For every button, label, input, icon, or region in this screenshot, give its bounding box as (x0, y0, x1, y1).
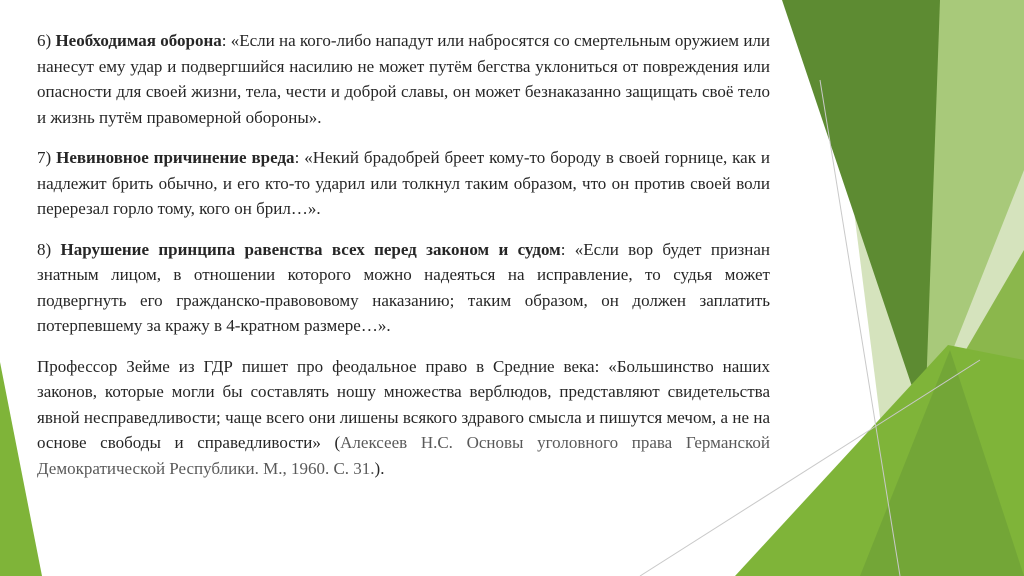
paragraph-text: : «Некий брадобрей бреет кому-то бороду в своей горнице, как и надлежит брить обычно, и его кто-то ударил или толкнул таким образом, что он против своей воли перерезал горло тому, кого он брил…». (37, 148, 771, 218)
paragraph-seime-quote (37, 354, 770, 482)
paragraph-text: Профессор Зейме из ГДР пишет про феодальное право в Средние века: «Большинство наших законов, которые могли бы составлять ношу множества верблюдов, представляют свидетельства явной несправедливости; чаще всего они лишены всякого здравого смысла и пишутся мечом, а не на основе свободы и справедливости» ( (37, 356, 770, 452)
item-number: 6) (37, 31, 52, 50)
paragraph-necessary-defense (37, 28, 770, 130)
left-green-triangle (0, 362, 42, 576)
term-heading: Невиновное причинение вреда (56, 148, 295, 167)
paragraph-text: : «Если на кого-либо нападут или набросятся со смертельным оружием или нанесут ему удар и подвергшийся насилию не может путём бегства уклониться от повреждения или опасности для своей жизни, тела, чести и доброй славы, он может безнаказанно защищать своё тело и жизнь путём правомерной обороны». (37, 31, 770, 127)
paragraph-text: : «Если вор будет признан знатным лицом, в отношении которого можно надеяться на исправление, то судья может подвергнуть его гражданско-правововому наказанию; таким образом, он должен заплатить потерпевшему за кражу в 4-кратном размере…». (37, 239, 770, 335)
slide-content (37, 28, 770, 496)
item-number: 7) (37, 148, 52, 167)
citation: Алексеев Н.С. Основы уголовного права Германской Демократической Республики. М., 1960. С. 31. (37, 433, 771, 478)
term-heading: Необходимая оборона (55, 31, 222, 50)
citation-close: ). (374, 458, 385, 478)
term-heading: Нарушение принципа равенства всех перед законом и судом (60, 239, 561, 259)
paragraph-innocent-harm (37, 145, 770, 222)
paragraph-equality-violation (37, 237, 770, 339)
item-number: 8) (37, 239, 52, 259)
